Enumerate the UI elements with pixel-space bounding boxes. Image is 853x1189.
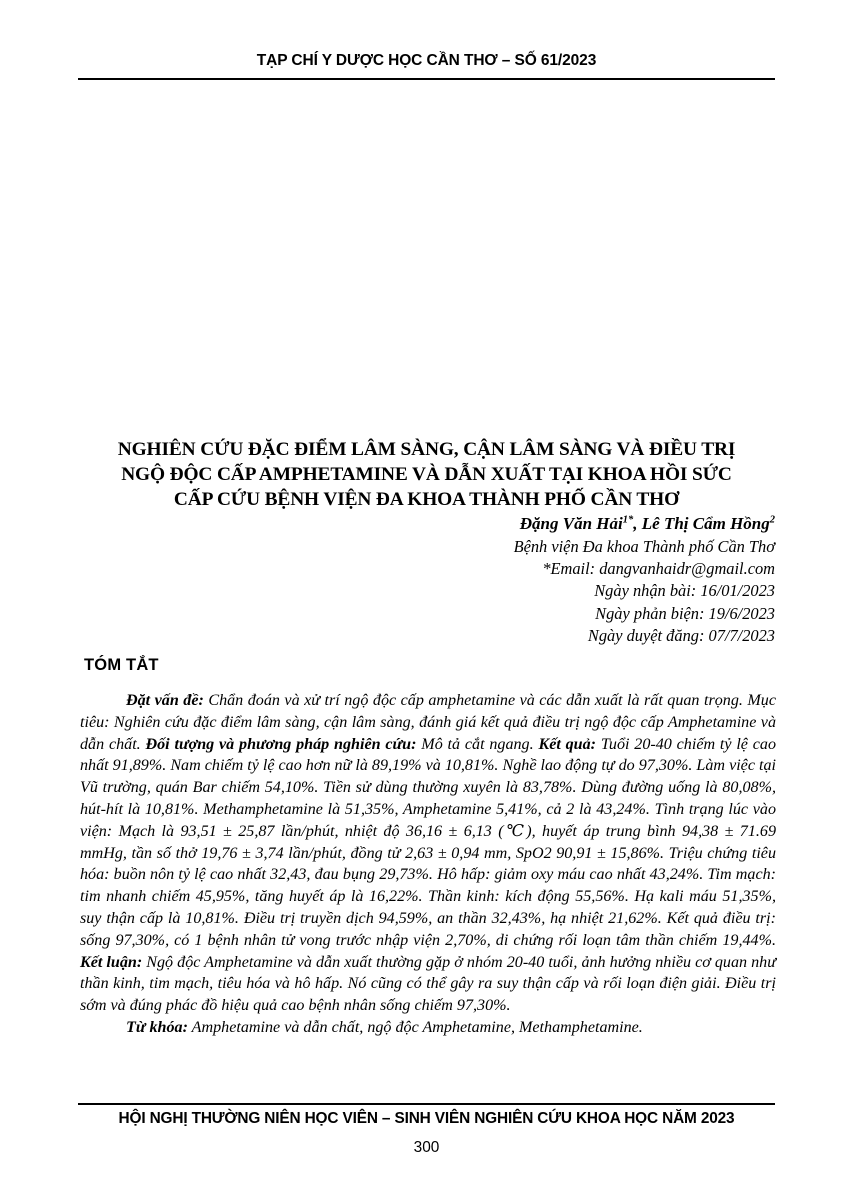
date-accepted: Ngày duyệt đăng: 07/7/2023 bbox=[587, 626, 775, 646]
page-number: 300 bbox=[413, 1139, 440, 1156]
title-line-1: NGHIÊN CỨU ĐẶC ĐIỂM LÂM SÀNG, CẬN LÂM SÀNG VÀ ĐIỀU TRỊ bbox=[117, 439, 736, 460]
text-results: Tuổi 20-40 chiếm tỷ lệ cao nhất 91,89%. Nam chiếm tỷ lệ cao hơn nữ là 89,19% và 10,81%. Nghề lao động tự do 97,30%. Làm việc tại Vũ trường, quán Bar chiếm 54,10%. Tiền sử dùng thường xuyên là 83,78%. Dùng đường uống là 80,08%, hút-hít là 10,81%. Methamphetamine là 51,35%, Amphetamine 5,41%, cả 2 là 43,24%. Tình trạng lúc vào viện: Mạch là 93,51 ± 25,87 lần/phút, nhiệt độ 36,16 ± 6,13 (℃), huyết áp trung bình 94,38 ± 71.69 mmHg, tần số thở 19,76 ± 3,74 lần/phút, đồng tử 2,63 ± 0,94 mm, SpO2 90,91 ± 15,86%. Triệu chứng tiêu hóa: buồn nôn tỷ lệ cao nhất 32,43, đau bụng 29,73%. Hô hấp: giảm oxy máu cao nhất 43,24%. Tim mạch: tim nhanh chiếm 45,95%, tăng huyết áp là 16,22%. Thần kinh: kích động 55,56%. Hạ kali máu 51,35%, suy thận cấp là 10,81%. Điều trị truyền dịch 94,59%, an thần 32,43%, hạ nhiệt 21,62%. Kết quả điều trị: sống 97,30%, có 1 bệnh nhân tử vong trước nhập viện 2,70%, di chứng rối loạn tâm thần chiếm 19,44%. bbox=[80, 735, 776, 949]
article-metadata bbox=[78, 513, 775, 648]
title-line-2: NGỘ ĐỘC CẤP AMPHETAMINE VÀ DẪN XUẤT TẠI KHOA HỒI SỨC bbox=[121, 464, 732, 486]
author-name-1: Đặng Văn Hải bbox=[519, 514, 623, 533]
date-reviewed: Ngày phản biện: 19/6/2023 bbox=[595, 603, 775, 623]
label-methods: Đối tượng và phương pháp nghiên cứu: bbox=[145, 735, 417, 753]
article-title bbox=[78, 437, 775, 513]
running-head: TẠP CHÍ Y DƯỢC HỌC CẦN THƠ – SỐ 61/2023 bbox=[256, 52, 597, 69]
text-background: Chẩn đoán và xử trí ngộ độc cấp amphetamine và các dẫn xuất là rất quan trọng. Mục tiêu: Nghiên cứu đặc điểm lâm sàng, cận lâm sàng, đánh giá kết quả điều trị ngộ độc cấp Amphetamine và dẫn chất. bbox=[80, 692, 776, 753]
footer-conference-line: HỘI NGHỊ THƯỜNG NIÊN HỌC VIÊN – SINH VIÊN NGHIÊN CỨU KHOA HỌC NĂM 2023 bbox=[118, 1110, 735, 1127]
text-keywords: Amphetamine và dẫn chất, ngộ độc Amphetamine, Methamphetamine. bbox=[187, 1018, 643, 1036]
author-name-2: Lê Thị Cẩm Hồng bbox=[641, 514, 770, 533]
footer-rule bbox=[78, 1103, 775, 1105]
label-results: Kết quả: bbox=[538, 735, 597, 753]
author-separator: , bbox=[633, 514, 642, 533]
label-keywords: Từ khóa: bbox=[126, 1018, 188, 1036]
label-background: Đặt vấn đề: bbox=[126, 692, 204, 709]
author-affiliation: Bệnh viện Đa khoa Thành phố Cần Thơ bbox=[513, 536, 775, 556]
abstract-body bbox=[80, 690, 776, 1039]
title-line-3: CẤP CỨU BỆNH VIỆN ĐA KHOA THÀNH PHỐ CẦN THƠ bbox=[173, 489, 680, 511]
label-conclusion: Kết luận: bbox=[80, 953, 143, 971]
text-conclusion: Ngộ độc Amphetamine và dẫn xuất thường gặp ở nhóm 20-40 tuổi, ảnh hưởng nhiều cơ quan như thần kinh, tim mạch, tiêu hóa và hô hấp. Nó cũng có thể gây ra suy thận cấp và rối loạn điện giải. Điều trị sớm và đúng phác đồ hiệu quả cao bệnh nhân sống chiếm 97,30%. bbox=[80, 953, 777, 1015]
section-heading-abstract: TÓM TẮT bbox=[84, 656, 159, 674]
author-affiliation-marker-1: 1* bbox=[622, 514, 634, 526]
keywords-paragraph bbox=[80, 1017, 776, 1039]
author-list bbox=[78, 513, 775, 536]
text-methods: Mô tả cắt ngang. bbox=[416, 735, 539, 753]
date-received: Ngày nhận bài: 16/01/2023 bbox=[594, 581, 775, 601]
author-affiliation-marker-2: 2 bbox=[769, 514, 775, 526]
header-rule bbox=[78, 78, 775, 80]
abstract-paragraph bbox=[80, 690, 776, 1017]
corresponding-email[interactable]: *Email: dangvanhaidr@gmail.com bbox=[542, 558, 775, 578]
